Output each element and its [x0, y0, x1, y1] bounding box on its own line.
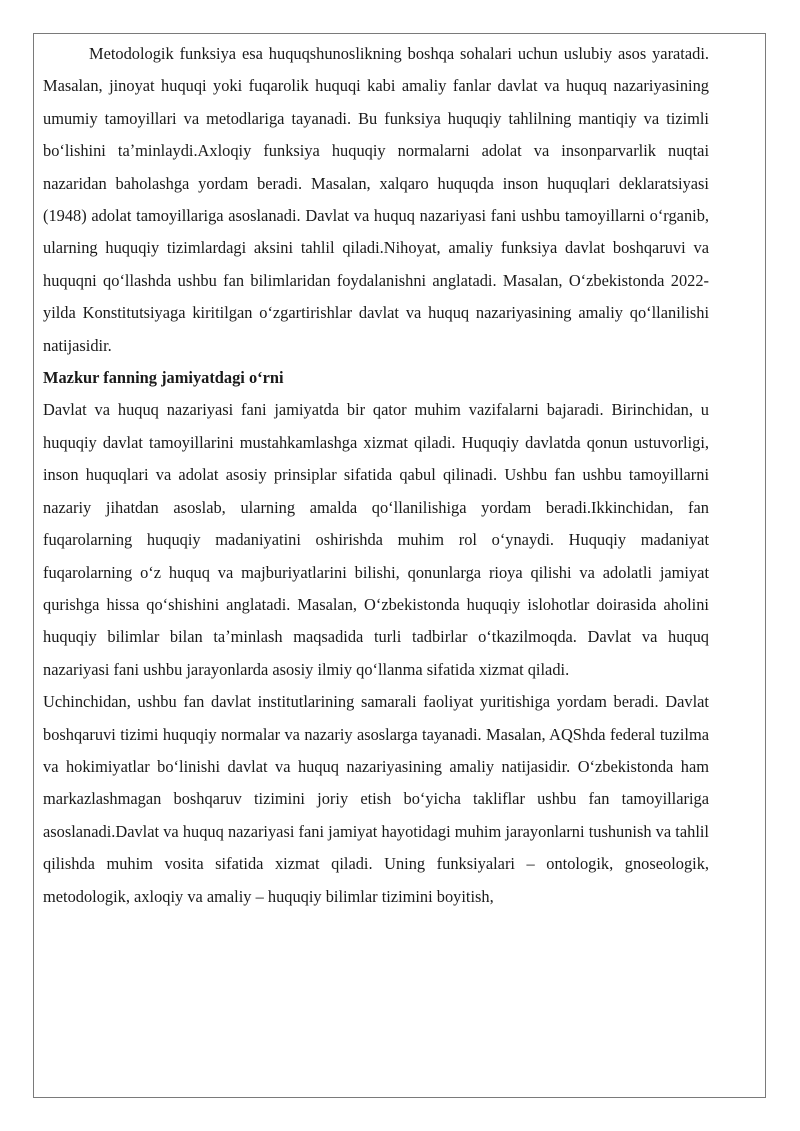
section-heading: Mazkur fanning jamiyatdagi oʻrni [43, 368, 284, 388]
document-body [43, 38, 709, 913]
paragraph-methodological-function: Metodologik funksiya esa huquqshunoslikning boshqa sohalari uchun uslubiy asos yaratadi. Masalan, jinoyat huquqi yoki fuqarolik huquqi kabi amaliy fanlar davlat va huquq nazariyasining umumiy tamoyillari va metodlariga tayanadi. Bu funksiya huquqiy tahlilning mantiqiy va tizimli boʻlishini taʼminlaydi.Axloqiy funksiya huquqiy normalarni adolat va insonparvarlik nuqtai nazaridan baholashga yordam beradi. Masalan, xalqaro huquqda inson huquqlari deklaratsiyasi (1948) adolat tamoyillariga asoslanadi. Davlat va huquq nazariyasi fani ushbu tamoyillarni oʻrganib, ularning huquqiy tizimlardagi aksini tahlil qiladi.Nihoyat, amaliy funksiya davlat boshqaruvi va huquqni qoʻllashda ushbu fan bilimlaridan foydalanishni anglatadi. Masalan, Oʻzbekistonda 2022-yilda Konstitutsiyaga kiritilgan oʻzgartirishlar davlat va huquq nazariyasining amaliy qoʻllanilishi natijasidir. [43, 44, 709, 355]
paragraph-role-in-society: Davlat va huquq nazariyasi fani jamiyatda bir qator muhim vazifalarni bajaradi. Birinchidan, u huquqiy davlat tamoyillarini mustahkamlashga xizmat qiladi. Huquqiy davlatda qonun ustuvorligi, inson huquqlari va adolat asosiy prinsiplar sifatida qabul qilinadi. Ushbu fan ushbu tamoyillarni nazariy jihatdan asoslab, ularning amalda qoʻllanilishiga yordam beradi.Ikkinchidan, fan fuqarolarning huquqiy madaniyatini oshirishda muhim rol oʻynaydi. Huquqiy madaniyat fuqarolarning oʻz huquq va majburiyatlarini bilishi, qonunlarga rioya qilishi va adolatli jamiyat qurishga hissa qoʻshishini anglatadi. Masalan, Oʻzbekistonda huquqiy islohotlar doirasida aholini huquqiy bilimlar bilan taʼminlash maqsadida turli tadbirlar oʻtkazilmoqda. Davlat va huquq nazariyasi fani ushbu jarayonlarda asosiy ilmiy qoʻllanma sifatida xizmat qiladi. [43, 400, 709, 679]
paragraph-third-point: Uchinchidan, ushbu fan davlat institutlarining samarali faoliyat yuritishiga yordam beradi. Davlat boshqaruvi tizimi huquqiy normalar va nazariy asoslarga tayanadi. Masalan, AQShda federal tuzilma va hokimiyatlar boʻlinishi davlat va huquq nazariyasining amaliy natijasidir. Oʻzbekistonda ham markazlashmagan boshqaruv tizimini joriy etish boʻyicha takliflar ushbu fan tamoyillariga asoslanadi.Davlat va huquq nazariyasi fani jamiyat hayotidagi muhim jarayonlarni tushunish va tahlil qilishda muhim vosita sifatida xizmat qiladi. Uning funksiyalari – ontologik, gnoseologik, metodologik, axloqiy va amaliy – huquqiy bilimlar tizimini boyitish, [43, 692, 709, 906]
